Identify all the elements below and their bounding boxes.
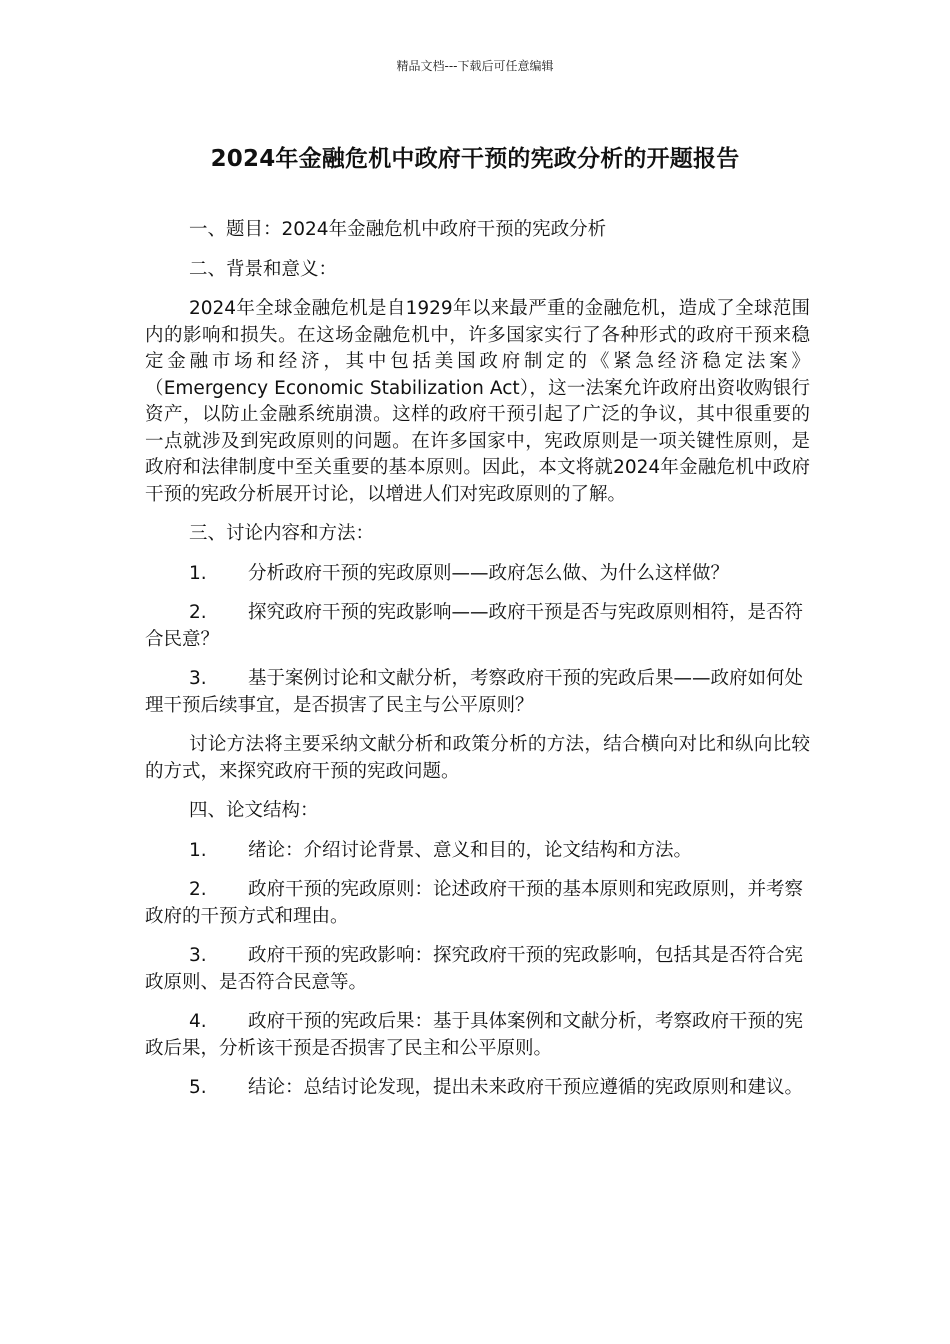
item-number: 1. — [189, 839, 207, 861]
item-text: 探究政府干预的宪政影响——政府干预是否与宪政原则相符，是否符合民意？ — [145, 602, 804, 650]
document-body — [145, 217, 810, 1115]
document-title: 2024年金融危机中政府干预的宪政分析的开题报告 — [210, 146, 740, 172]
item-number: 2. — [189, 602, 207, 623]
item-number: 3. — [189, 945, 207, 966]
content-heading: 三、讨论内容和方法： — [189, 523, 375, 544]
structure-item — [145, 838, 810, 865]
background-paragraph: 2024年全球金融危机是自1929年以来最严重的金融危机，造成了全球范围内的影响和损失。在这场金融危机中，许多国家实行了各种形式的政府干预来稳定金融市场和经济，其中包括美国政府制定的《紧急经济稳定法案》（Emergency Economic Stabilization Act），这一法案允许政府出资收购银行资产，以防止金融系统崩溃。这样的政府干预引起了广泛的争议，其中很重要的一点就涉及到宪政原则的问题。在许多国家中，宪政原则是一项关键性原则，是政府和法律制度中至关重要的基本原则。因此，本文将就2024年金融危机中政府干预的宪政分析展开讨论，以增进人们对宪政原则的了解。 — [145, 298, 810, 505]
item-text: 绪论：介绍讨论背景、意义和目的，论文结构和方法。 — [248, 839, 693, 861]
item-text: 基于案例讨论和文献分析，考察政府干预的宪政后果——政府如何处理干预后续事宜，是否损害了民主与公平原则？ — [145, 668, 804, 716]
structure-item — [145, 1009, 810, 1062]
item-text: 分析政府干预的宪政原则——政府怎么做、为什么这样做？ — [248, 562, 730, 584]
content-item — [145, 666, 810, 719]
content-item — [145, 561, 810, 588]
item-text: 政府干预的宪政影响：探究政府干预的宪政影响，包括其是否符合宪政原则、是否符合民意等。 — [145, 945, 804, 993]
item-text: 政府干预的宪政原则：论述政府干预的基本原则和宪政原则，并考察政府的干预方式和理由。 — [145, 879, 804, 927]
background-heading: 二、背景和意义： — [189, 258, 338, 280]
item-text: 政府干预的宪政后果：基于具体案例和文献分析，考察政府干预的宪政后果，分析该干预是否损害了民主和公平原则。 — [145, 1011, 804, 1059]
structure-item — [145, 943, 810, 996]
structure-item — [145, 1075, 810, 1102]
topic-line: 一、题目：2024年金融危机中政府干预的宪政分析 — [189, 219, 607, 240]
item-number: 2. — [189, 879, 207, 900]
item-number: 3. — [189, 668, 207, 689]
structure-item — [145, 877, 810, 930]
structure-heading: 四、论文结构： — [189, 800, 319, 821]
method-paragraph: 讨论方法将主要采纳文献分析和政策分析的方法，结合横向对比和纵向比较的方式，来探究政府干预的宪政问题。 — [145, 734, 810, 782]
item-text: 结论：总结讨论发现，提出未来政府干预应遵循的宪政原则和建议。 — [248, 1077, 804, 1098]
content-item — [145, 600, 810, 653]
item-number: 1. — [189, 562, 207, 584]
item-number: 4. — [189, 1011, 207, 1032]
page-header: 精品文档---下载后可任意编辑 — [396, 59, 554, 73]
item-number: 5. — [189, 1077, 207, 1098]
